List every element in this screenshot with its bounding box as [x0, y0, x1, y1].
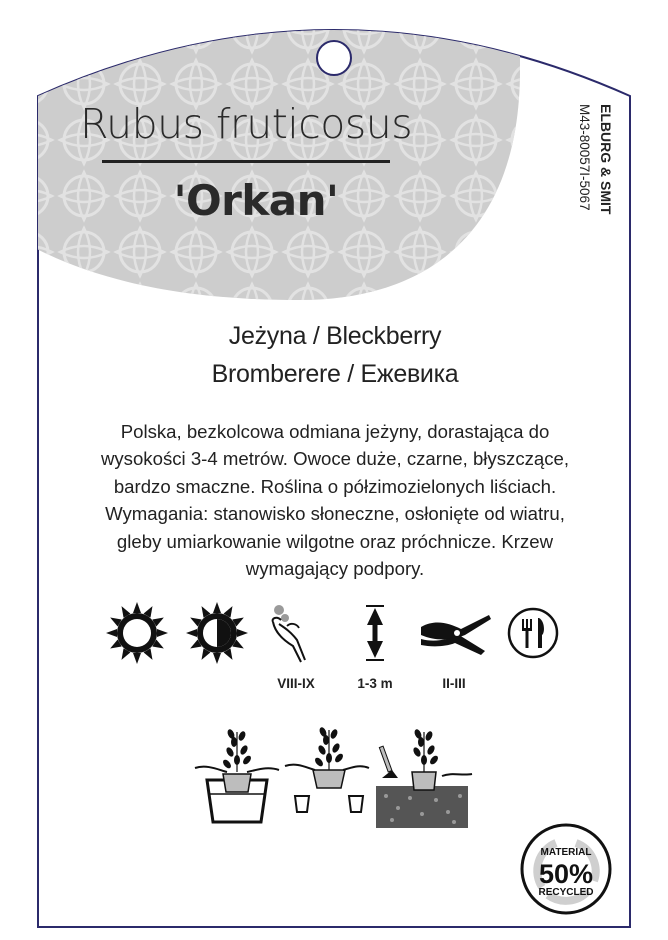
recycle-badge: [522, 825, 610, 913]
common-names-line-1: Jeżyna / Bleckberry: [228, 322, 442, 350]
height-label: 1-3 m: [357, 676, 393, 691]
brand-name: ELBURG & SMIT: [598, 104, 614, 215]
recycle-line3: RECYCLED: [538, 887, 594, 898]
product-code: M43-80057I-5067: [577, 104, 592, 211]
description: [60, 418, 610, 582]
title-divider: [102, 160, 390, 163]
harvest-label: VIII-IX: [277, 676, 315, 691]
description-line: wymagający podpory.: [245, 558, 425, 580]
header-ornament: [20, 0, 520, 300]
pruning-label: II-III: [442, 676, 466, 691]
recycle-line2: 50%: [538, 859, 594, 889]
latin-name: Rubus fruticosus: [79, 100, 413, 148]
cultivar-name: 'Orkan': [173, 176, 339, 225]
description-line: bardzo smaczne. Roślina o półzimozielonych liściach.: [113, 475, 557, 497]
common-names-line-2: Bromberere / Ежевика: [211, 360, 459, 388]
description-line: gleby umiarkowanie wilgotne oraz próchnicze. Krzew: [116, 530, 554, 552]
recycle-line1: MATERIAL: [540, 847, 592, 858]
description-line: wysokości 3-4 metrów. Owoce duże, czarne, błyszczące,: [100, 448, 570, 470]
description-line: Wymagania: stanowisko słoneczne, osłonięte od wiatru,: [105, 503, 565, 525]
hang-hole: [317, 41, 351, 75]
brand-code-block: [574, 104, 614, 244]
description-line: Polska, bezkolcowa odmiana jeżyny, dorastająca do: [120, 421, 550, 442]
